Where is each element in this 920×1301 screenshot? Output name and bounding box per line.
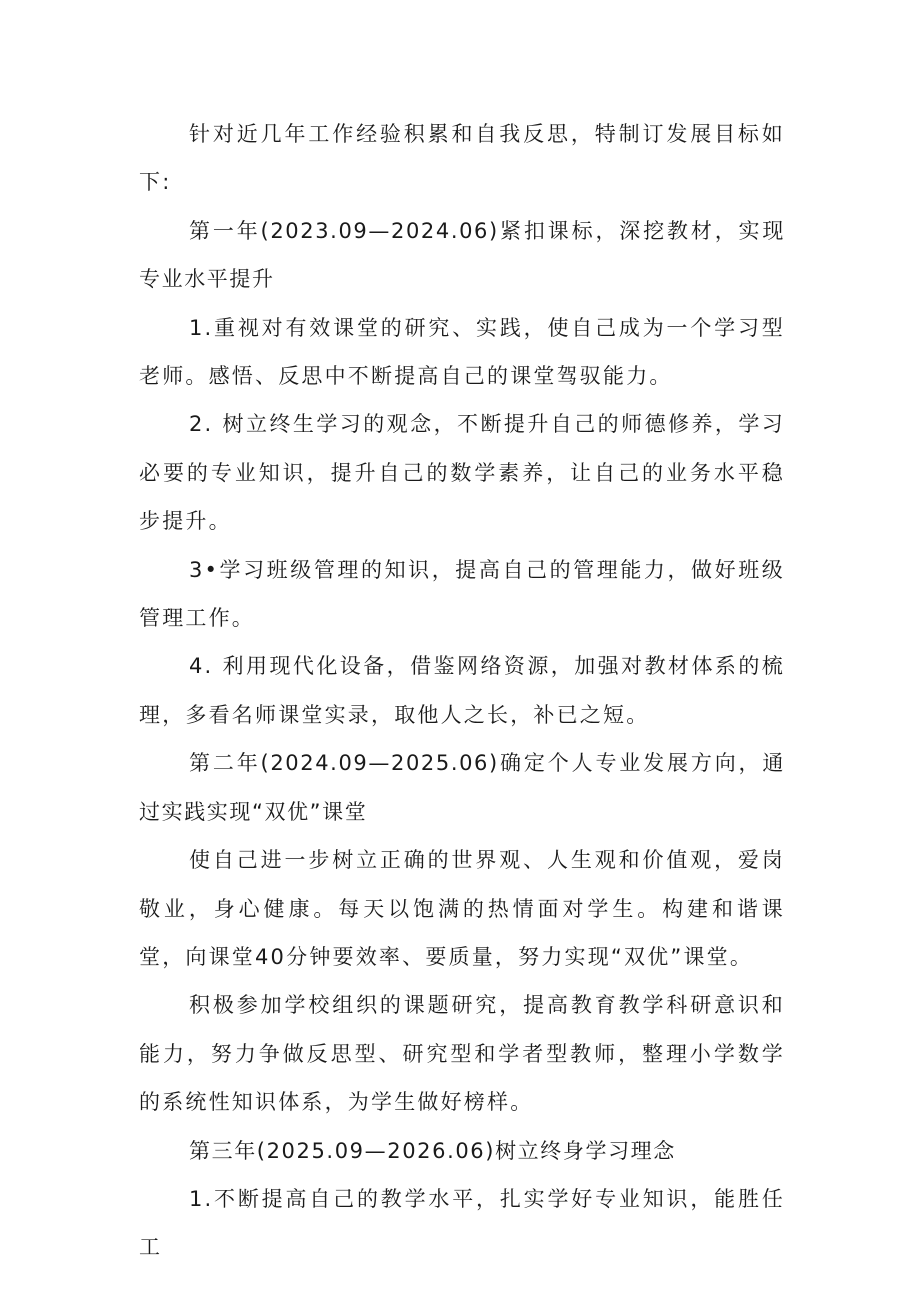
year-one-item-1: 1.重视对有效课堂的研究、实践，使自己成为一个学习型老师。感悟、反思中不断提高自己的课堂驾驭能力。 (139, 315, 785, 389)
year-two-heading: 第二年(2024.09—2025.06)确定个人专业发展方向，通过实践实现“双优”课堂 (139, 751, 785, 824)
year-three-heading: 第三年(2025.09—2026.06)树立终身学习理念 (189, 1138, 676, 1163)
year-three-item-1: 1.不断提高自己的教学水平，扎实学好专业知识，能胜任工 (139, 1186, 785, 1260)
year-two-paragraph-1: 使自己进一步树立正确的世界观、人生观和价值观，爱岗敬业，身心健康。每天以饱满的热情面对学生。构建和谐课堂，向课堂40分钟要效率、要质量，努力实现“双优”课堂。 (139, 848, 785, 969)
document-page (139, 110, 785, 1272)
year-one-item-4: 4. 利用现代化设备，借鉴网络资源，加强对教材体系的梳理，多看名师课堂实录，取他人之长，补已之短。 (139, 654, 785, 727)
year-one-item-3: 3•学习班级管理的知识，提高自己的管理能力，做好班级管理工作。 (139, 557, 785, 631)
year-one-heading: 第一年(2023.09—2024.06)紧扣课标，深挖教材，实现专业水平提升 (139, 218, 785, 292)
year-one-item-2: 2. 树立终生学习的观念，不断提升自己的师德修养，学习必要的专业知识，提升自己的数学素养，让自己的业务水平稳步提升。 (139, 412, 785, 534)
intro-paragraph: 针对近几年工作经验积累和自我反思，特制订发展目标如下: (139, 122, 785, 195)
year-two-paragraph-2: 积极参加学校组织的课题研究，提高教育教学科研意识和能力，努力争做反思型、研究型和学者型教师，整理小学数学的系统性知识体系，为学生做好榜样。 (139, 993, 785, 1115)
